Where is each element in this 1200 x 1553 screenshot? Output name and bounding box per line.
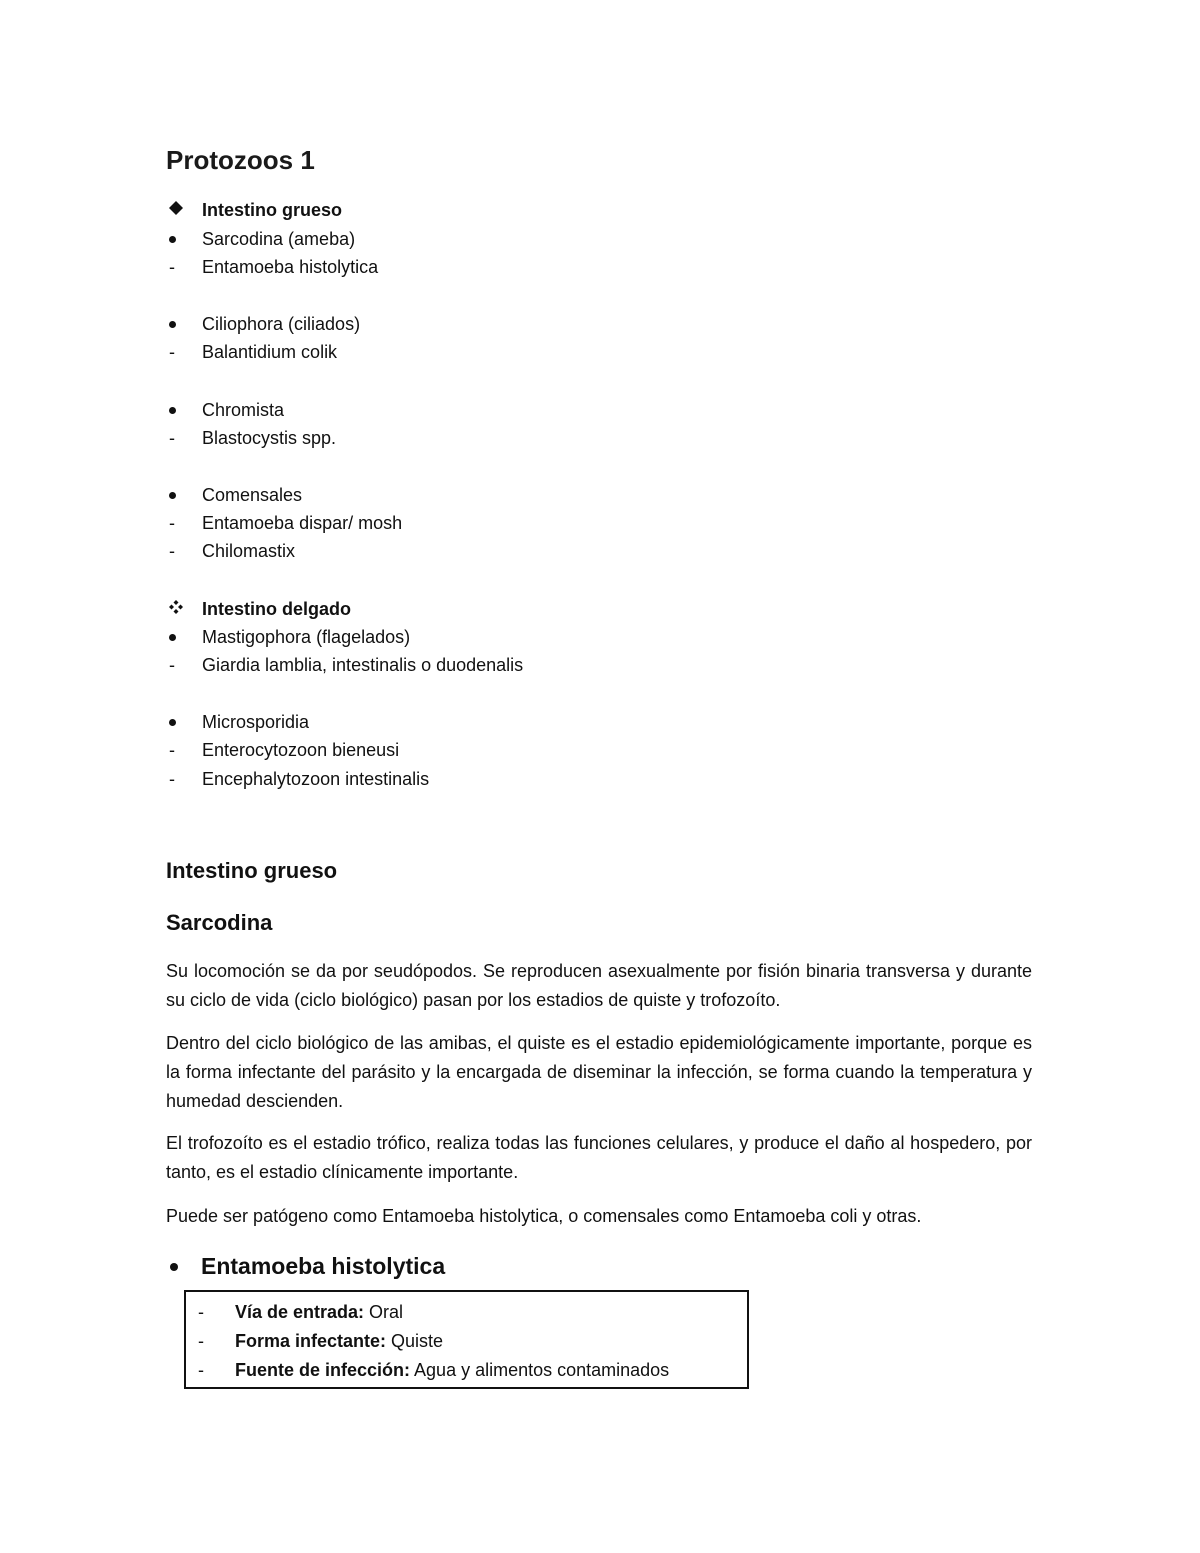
item-label: Enterocytozoon bieneusi [202,740,400,760]
item-label: Balantidium colik [202,342,338,362]
group-label: Ciliophora (ciliados) [202,314,361,334]
dash-marker: - [169,342,175,362]
group-label: Sarcodina (ameba) [202,229,356,249]
item-label: Entamoeba dispar/ mosh [202,513,403,533]
group-label: Comensales [202,485,303,505]
dash-marker: - [169,740,175,760]
group-label: Microsporidia [202,712,310,732]
dash-marker: - [198,1302,204,1322]
dash-marker: - [198,1331,204,1351]
bullet-icon [169,492,176,499]
section-subheading: Sarcodina [166,910,273,935]
bullet-icon [169,719,176,726]
bullet-icon [169,321,176,328]
fact-value: Agua y alimentos contaminados [410,1360,670,1380]
species-heading: Entamoeba histolytica [201,1253,446,1279]
paragraph: El trofozoíto es el estadio trófico, realiza todas las funciones celulares, y produce el daño al hospedero, por tanto, es el estadio clínicamente importante. [166,1133,1032,1182]
bullet-icon [169,407,176,414]
dash-marker: - [169,769,175,789]
paragraph: Su locomoción se da por seudópodos. Se reproducen asexualmente por fisión binaria transversa y durante su ciclo de vida (ciclo biológico) pasan por los estadios de quiste y trofozoíto. [166,961,1032,1010]
item-label: Entamoeba histolytica [202,257,379,277]
item-label: Giardia lamblia, intestinalis o duodenalis [202,655,524,675]
item-label: Blastocystis spp. [202,428,337,448]
dash-marker: - [169,257,175,277]
dash-marker: - [169,541,175,561]
outline-heading-text: Intestino delgado [202,599,352,619]
bullet-icon [169,236,176,243]
page-title: Protozoos 1 [166,145,315,175]
bullet-icon [170,1263,178,1271]
paragraph: Dentro del ciclo biológico de las amibas, el quiste es el estadio epidemiológicamente importante, porque es la forma infectante del parásito y la encargada de diseminar la infección, se forma cuando la temperatura y humedad descienden. [166,1033,1032,1111]
fact-value: Quiste [386,1331,444,1351]
fact-label: Fuente de infección: [235,1360,411,1380]
group-label: Mastigophora (flagelados) [202,627,411,647]
bullet-icon [169,634,176,641]
fact-value: Oral [364,1302,404,1322]
section-heading: Intestino grueso [166,858,338,883]
dash-marker: - [169,428,175,448]
species-facts-box [184,1290,749,1389]
item-label: Encephalytozoon intestinalis [202,769,430,789]
paragraph: Puede ser patógeno como Entamoeba histolytica, o comensales como Entamoeba coli y otras. [166,1206,922,1226]
dash-marker: - [198,1360,204,1380]
fact-label: Vía de entrada: [235,1302,365,1322]
group-label: Chromista [202,400,285,420]
dash-marker: - [169,513,175,533]
fact-label: Forma infectante: [235,1331,387,1351]
dash-marker: - [169,655,175,675]
item-label: Chilomastix [202,541,296,561]
outline-heading-text: Intestino grueso [202,200,343,220]
